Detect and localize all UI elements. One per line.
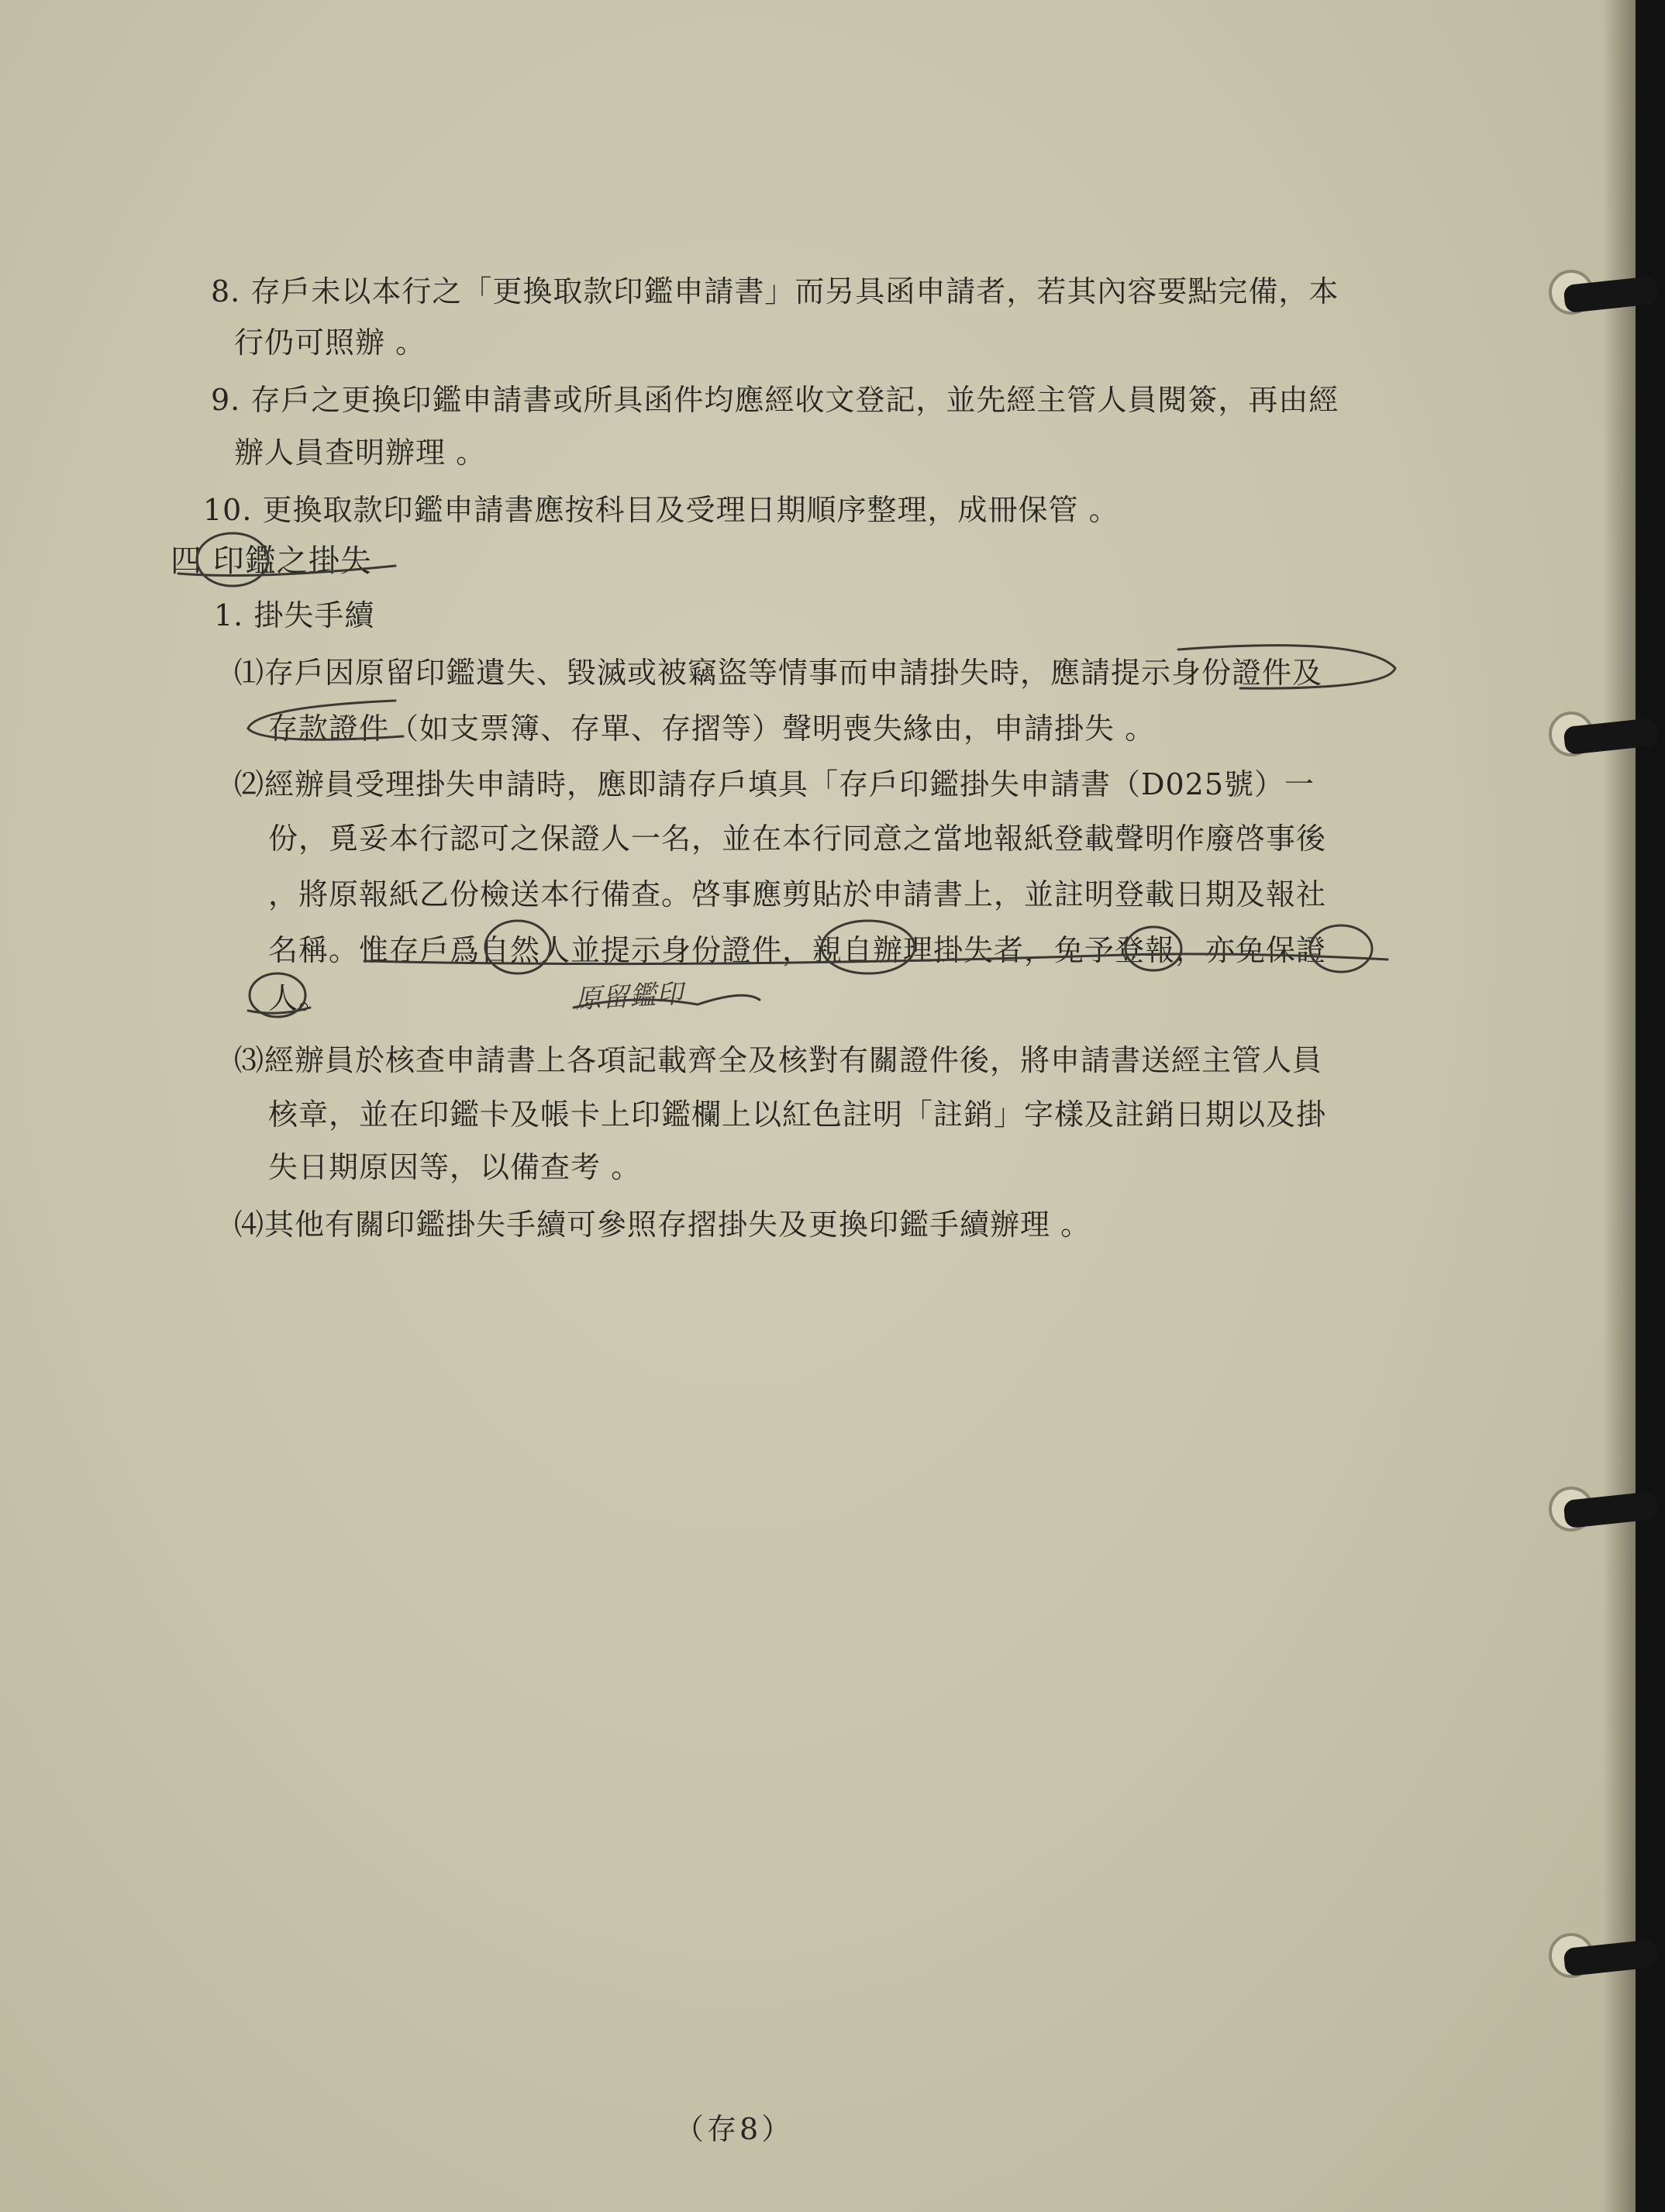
text-line: 人。	[268, 981, 329, 1015]
handwritten-note: 原留鑑印	[574, 978, 684, 1015]
text-line: 核章，並在印鑑卡及帳卡上印鑑欄上以紅色註明「註銷」字樣及註銷日期以及掛	[268, 1097, 1327, 1132]
text-line: 份，覓妥本行認可之保證人一名，並在本行同意之當地報紙登載聲明作廢啓事後	[268, 822, 1327, 856]
text-line: ⑵經辦員受理掛失申請時，應即請存戶填具「存戶印鑑掛失申請書（D025號）一	[234, 767, 1315, 801]
text-line: 8. 存戶未以本行之「更換取款印鑑申請書」而另具函申請者，若其內容要點完備，本	[211, 274, 1339, 308]
text-line: 辦人員查明辦理 。	[234, 436, 487, 470]
text-line: ⑷其他有關印鑑掛失手續可參照存摺掛失及更換印鑑手續辦理 。	[234, 1208, 1091, 1242]
text-line: ，將原報紙乙份檢送本行備查。啓事應剪貼於申請書上，並註明登載日期及報社	[268, 877, 1327, 911]
text-line: 失日期原因等，以備查考 。	[268, 1150, 642, 1184]
page-number: （存8）	[674, 2112, 795, 2146]
text-line: ⑴存戶因原留印鑑遺失、毀滅或被竊盜等情事而申請掛失時，應請提示身份證件及	[234, 656, 1323, 690]
text-line: 名稱。惟存戶爲自然人並提示身份證件，親自辦理掛失者，免予登報，亦免保證	[268, 933, 1327, 967]
section-heading: 四 印鑑之掛失	[171, 543, 372, 579]
text-line: 9. 存戶之更換印鑑申請書或所具函件均應經收文登記，並先經主管人員閱簽，再由經	[211, 383, 1339, 417]
text-line: 存款證件（如支票簿、存單、存摺等）聲明喪失緣由，申請掛失 。	[268, 711, 1156, 746]
text-line: ⑶經辦員於核查申請書上各項記載齊全及核對有關證件後，將申請書送經主管人員	[234, 1043, 1323, 1077]
text-line: 行仍可照辦 。	[234, 326, 426, 360]
subsection-heading: 1. 掛失手續	[214, 598, 375, 632]
text-line: 10. 更換取款印鑑申請書應按科目及受理日期順序整理，成冊保管 。	[203, 493, 1119, 527]
book-spine	[1636, 0, 1665, 2212]
